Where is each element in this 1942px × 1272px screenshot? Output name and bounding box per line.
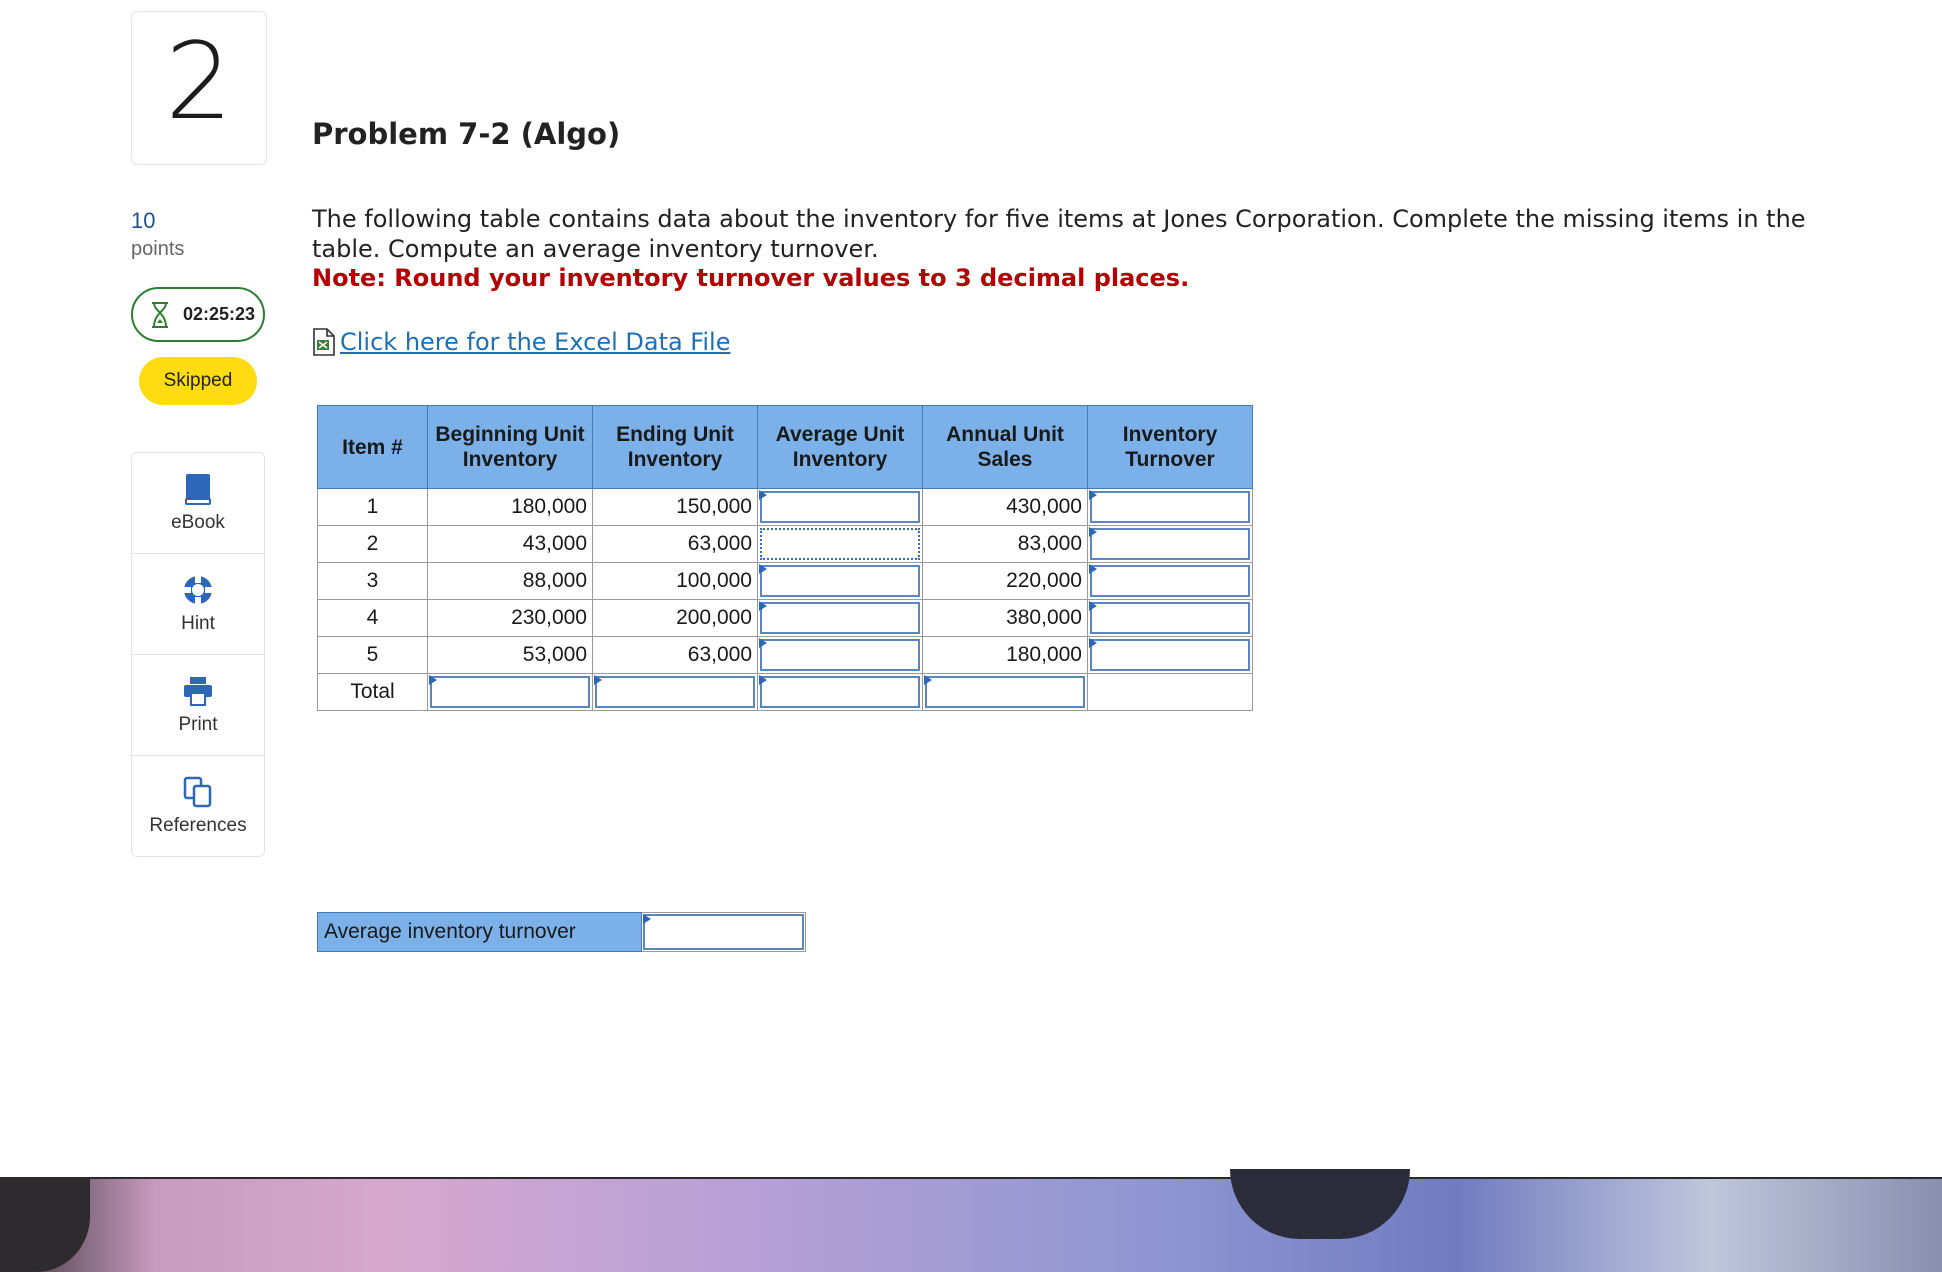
table-row xyxy=(318,526,1253,563)
ending-inventory: 100,000 xyxy=(593,563,758,600)
copy-icon xyxy=(181,775,215,809)
ebook-button[interactable] xyxy=(132,453,264,554)
header-beginning-inventory: Beginning Unit Inventory xyxy=(428,406,593,489)
problem-prompt: The following table contains data about the inventory for five items at Jones Corporation. Complete the missing items in the table. Compute an average inventory turnover. xyxy=(312,205,1806,263)
ending-inventory: 200,000 xyxy=(593,600,758,637)
book-icon xyxy=(181,472,215,506)
references-label: References xyxy=(149,815,247,836)
timer-text: 02:25:23 xyxy=(183,304,256,324)
beginning-inventory: 230,000 xyxy=(428,600,593,637)
printer-icon xyxy=(181,674,215,708)
hint-button[interactable] xyxy=(132,554,264,655)
table-row xyxy=(318,637,1253,674)
print-label: Print xyxy=(178,714,218,735)
average-turnover-row xyxy=(317,912,806,952)
excel-link-text: Click here for the Excel Data File xyxy=(340,328,731,356)
total-row xyxy=(318,674,1253,711)
problem-title: Problem 7-2 (Algo) xyxy=(312,117,621,151)
rounding-note: Note: Round your inventory turnover values to 3 decimal places. xyxy=(312,264,1190,292)
header-ending-inventory: Ending Unit Inventory xyxy=(593,406,758,489)
references-button[interactable] xyxy=(132,756,264,856)
item-number: 4 xyxy=(318,600,428,637)
annual-sales: 220,000 xyxy=(923,563,1088,600)
table-row xyxy=(318,489,1253,526)
header-average-inventory: Average Unit Inventory xyxy=(758,406,923,489)
ending-inventory: 63,000 xyxy=(593,526,758,563)
item-number: 1 xyxy=(318,489,428,526)
tools-panel xyxy=(131,452,265,857)
average-inventory-input[interactable] xyxy=(758,563,923,600)
question-number-box xyxy=(131,11,267,165)
webcam-overlay xyxy=(0,1177,1942,1272)
average-inventory-input[interactable] xyxy=(758,526,923,563)
header-annual-sales: Annual Unit Sales xyxy=(923,406,1088,489)
average-turnover-input[interactable] xyxy=(642,912,806,952)
beginning-inventory: 88,000 xyxy=(428,563,593,600)
item-number: 2 xyxy=(318,526,428,563)
status-badge: Skipped xyxy=(139,357,257,405)
beginning-inventory: 43,000 xyxy=(428,526,593,563)
inventory-table xyxy=(317,405,1253,711)
item-number: 5 xyxy=(318,637,428,674)
table-header-row xyxy=(318,406,1253,489)
excel-data-link[interactable] xyxy=(312,328,730,356)
total-ending-input[interactable] xyxy=(593,674,758,711)
average-inventory-input[interactable] xyxy=(758,489,923,526)
average-inventory-input[interactable] xyxy=(758,637,923,674)
ending-inventory: 63,000 xyxy=(593,637,758,674)
timer xyxy=(131,287,265,342)
turnover-input[interactable] xyxy=(1088,489,1253,526)
lifebuoy-icon xyxy=(181,573,215,607)
table-row xyxy=(318,563,1253,600)
annual-sales: 430,000 xyxy=(923,489,1088,526)
hourglass-icon xyxy=(149,301,171,329)
item-number: 3 xyxy=(318,563,428,600)
beginning-inventory: 180,000 xyxy=(428,489,593,526)
header-item: Item # xyxy=(318,406,428,489)
points-label: points xyxy=(131,238,185,260)
turnover-input[interactable] xyxy=(1088,563,1253,600)
annual-sales: 83,000 xyxy=(923,526,1088,563)
total-label: Total xyxy=(318,674,428,711)
average-turnover-label: Average inventory turnover xyxy=(317,912,642,952)
total-average-input[interactable] xyxy=(758,674,923,711)
ending-inventory: 150,000 xyxy=(593,489,758,526)
question-number: 2 xyxy=(165,19,233,143)
annual-sales: 380,000 xyxy=(923,600,1088,637)
hint-label: Hint xyxy=(181,613,215,634)
turnover-input[interactable] xyxy=(1088,637,1253,674)
ebook-label: eBook xyxy=(171,512,225,533)
total-beginning-input[interactable] xyxy=(428,674,593,711)
turnover-input[interactable] xyxy=(1088,526,1253,563)
excel-file-icon xyxy=(312,328,336,356)
total-turnover-empty xyxy=(1088,674,1253,711)
annual-sales: 180,000 xyxy=(923,637,1088,674)
print-button[interactable] xyxy=(132,655,264,756)
average-inventory-input[interactable] xyxy=(758,600,923,637)
points-value: 10 xyxy=(131,208,156,233)
header-inventory-turnover: Inventory Turnover xyxy=(1088,406,1253,489)
total-sales-input[interactable] xyxy=(923,674,1088,711)
turnover-input[interactable] xyxy=(1088,600,1253,637)
table-row xyxy=(318,600,1253,637)
beginning-inventory: 53,000 xyxy=(428,637,593,674)
